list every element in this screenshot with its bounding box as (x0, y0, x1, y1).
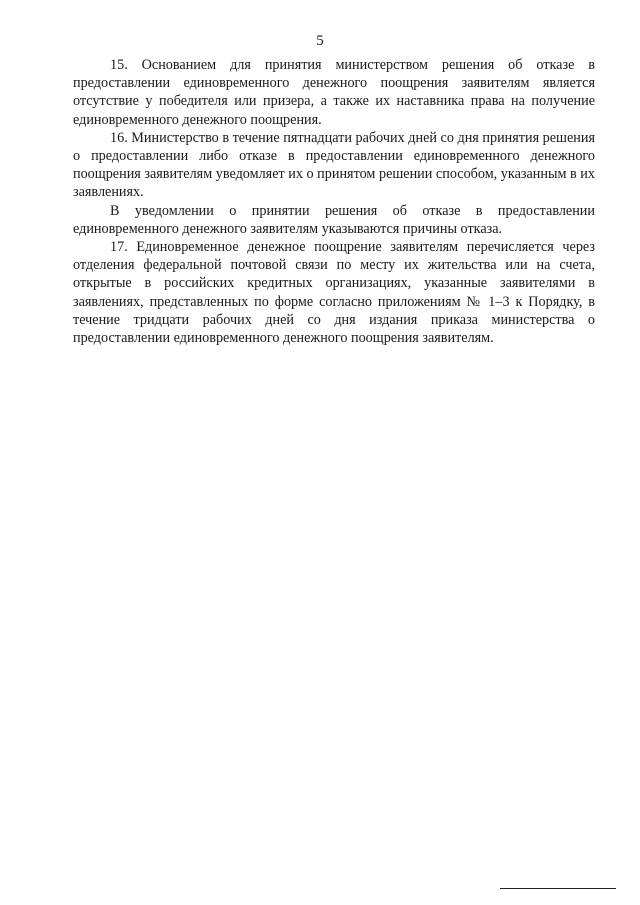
paragraph-17: 17. Единовременное денежное поощрение заявителям перечисляется через отделения федеральной почтовой связи по месту их жительства или на счета, открытые в российских кредитных организациях, указанные заявителями в заявлениях, представленных по форме согласно приложениям № 1–3 к Порядку, в течение тридцати рабочих дней со дня издания приказа министерства о предоставлении единовременного денежного поощрения заявителям. (73, 239, 595, 347)
paragraph-16-notice: В уведомлении о принятии решения об отказе в предоставлении единовременного денежного заявителям указываются причины отказа. (73, 202, 595, 237)
document-body (73, 56, 595, 347)
bottom-divider (500, 888, 616, 889)
paragraph-16: 16. Министерство в течение пятнадцати рабочих дней со дня принятия решения о предоставлении либо отказе в предоставлении единовременного денежного поощрения заявителям уведомляет их о принятом решении способом, указанным в их заявлениях. (73, 129, 595, 201)
paragraph-15: 15. Основанием для принятия министерством решения об отказе в предоставлении единовременного денежного поощрения заявителям является отсутствие у победителя или призера, а также их наставника права на получение единовременного денежного поощрения. (73, 57, 595, 128)
page-number: 5 (316, 33, 324, 49)
